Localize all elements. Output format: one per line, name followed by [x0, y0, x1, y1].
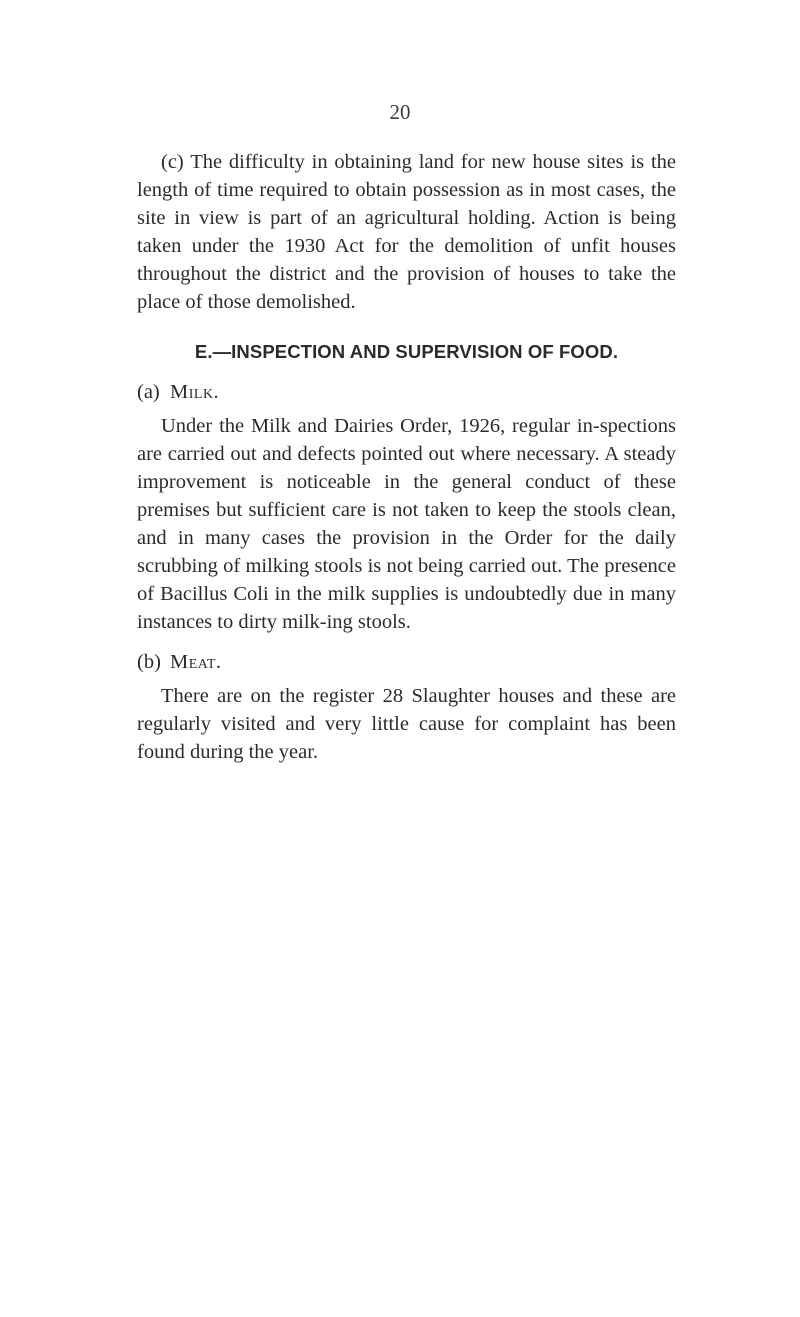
- paragraph-c-housing: (c) The difficulty in obtaining land for new house sites is the length of time required to obtain possession as in most cases, the site in view is part of an agricultural holding. Action is being taken under the 1930 Act for the demolition of unfit houses throughout the district and the provision of houses to take the place of those demolished.: [137, 151, 676, 313]
- paragraph-meat: There are on the register 28 Slaughter houses and these are regularly visited and very little cause for complaint has been found during the year.: [137, 685, 676, 763]
- subsection-title-milk: Milk.: [170, 381, 220, 403]
- text-column: [137, 148, 676, 766]
- subsection-heading-meat: [137, 648, 676, 676]
- subsection-marker-b: (b): [137, 651, 161, 673]
- subsection-title-meat: Meat.: [170, 651, 222, 673]
- section-heading-food-inspection: E.—INSPECTION AND SUPERVISION OF FOOD.: [194, 341, 619, 362]
- subsection-marker-a: (a): [137, 381, 160, 403]
- subsection-heading-milk: [137, 378, 676, 406]
- paragraph-milk: Under the Milk and Dairies Order, 1926, regular in-spections are carried out and defects pointed out where necessary. A steady improvement is noticeable in the general conduct of these premises but sufficient care is not taken to keep the stools clean, and in many cases the provision in the Order for the daily scrubbing of milking stools is not being carried out. The presence of Bacillus Coli in the milk supplies is undoubtedly due in many instances to dirty milk-ing stools.: [137, 415, 676, 633]
- page-number: 20: [389, 100, 411, 124]
